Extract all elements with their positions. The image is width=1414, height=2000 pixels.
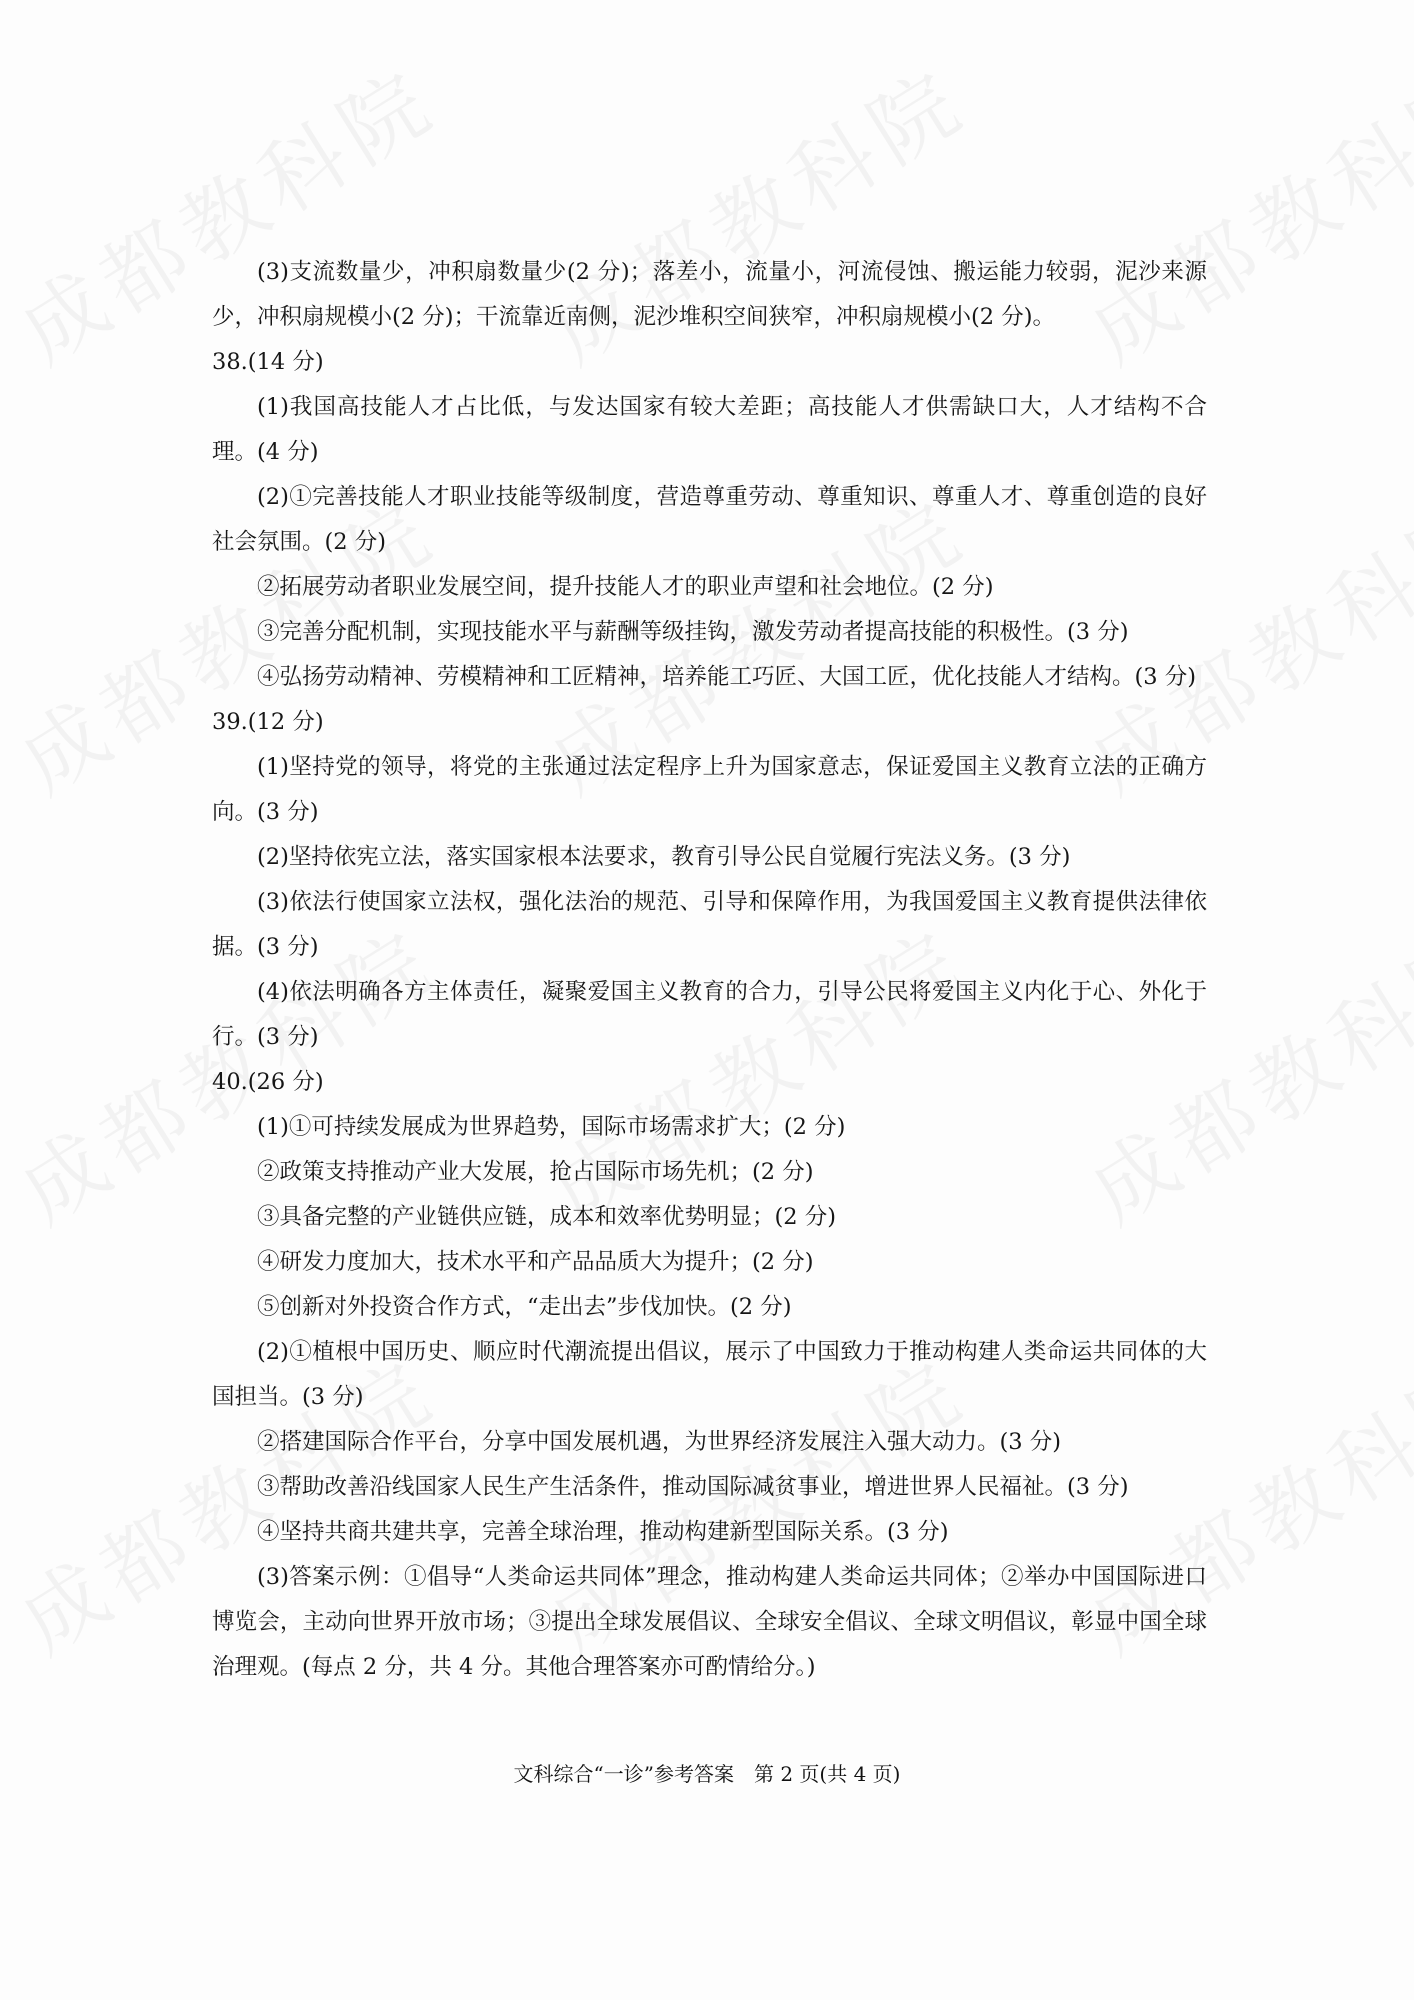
answer-paragraph: ④弘扬劳动精神、劳模精神和工匠精神，培养能工巧匠、大国工匠，优化技能人才结构。(3 分) — [257, 664, 1197, 690]
question-heading: 39.(12 分) — [212, 709, 324, 735]
answer-paragraph: (3)依法行使国家立法权，强化法治的规范、引导和保障作用，为我国爱国主义教育提供法律依据。(3 分) — [212, 889, 1207, 960]
answer-paragraph: (3)支流数量少，冲积扇数量少(2 分)；落差小，流量小，河流侵蚀、搬运能力较弱，泥沙来源少，冲积扇规模小(2 分)；干流靠近南侧，泥沙堆积空间狭窄，冲积扇规模小(2 分)。 — [212, 259, 1207, 330]
answer-paragraph: ③具备完整的产业链供应链，成本和效率优势明显；(2 分) — [257, 1204, 837, 1230]
question-heading: 38.(14 分) — [212, 349, 324, 375]
answer-paragraph: ⑤创新对外投资合作方式，“走出去”步伐加快。(2 分) — [257, 1294, 792, 1320]
answer-paragraph: (4)依法明确各方主体责任，凝聚爱国主义教育的合力，引导公民将爱国主义内化于心、外化于行。(3 分) — [212, 979, 1207, 1050]
page-footer: 文科综合“一诊”参考答案 第 2 页(共 4 页) — [513, 1762, 901, 1786]
answer-paragraph: ②拓展劳动者职业发展空间，提升技能人才的职业声望和社会地位。(2 分) — [257, 574, 994, 600]
answer-paragraph: ④研发力度加大，技术水平和产品品质大为提升；(2 分) — [257, 1249, 814, 1275]
question-heading: 40.(26 分) — [212, 1069, 324, 1095]
answer-paragraph: ②搭建国际合作平台，分享中国发展机遇，为世界经济发展注入强大动力。(3 分) — [257, 1429, 1062, 1455]
answer-paragraph: (2)①植根中国历史、顺应时代潮流提出倡议，展示了中国致力于推动构建人类命运共同体的大国担当。(3 分) — [212, 1339, 1207, 1410]
answer-paragraph: (1)坚持党的领导，将党的主张通过法定程序上升为国家意志，保证爱国主义教育立法的正确方向。(3 分) — [212, 754, 1207, 825]
answer-paragraph: ②政策支持推动产业大发展，抢占国际市场先机；(2 分) — [257, 1159, 814, 1185]
answer-body — [212, 250, 1207, 1690]
answer-paragraph: (2)①完善技能人才职业技能等级制度，营造尊重劳动、尊重知识、尊重人才、尊重创造的良好社会氛围。(2 分) — [212, 484, 1207, 555]
answer-paragraph: (1)①可持续发展成为世界趋势，国际市场需求扩大；(2 分) — [257, 1114, 846, 1140]
answer-paragraph: (2)坚持依宪立法，落实国家根本法要求，教育引导公民自觉履行宪法义务。(3 分) — [257, 844, 1071, 870]
answer-paragraph: ④坚持共商共建共享，完善全球治理，推动构建新型国际关系。(3 分) — [257, 1519, 949, 1545]
answer-paragraph: (1)我国高技能人才占比低，与发达国家有较大差距；高技能人才供需缺口大，人才结构不合理。(4 分) — [212, 394, 1207, 465]
answer-paragraph: ③完善分配机制，实现技能水平与薪酬等级挂钩，激发劳动者提高技能的积极性。(3 分) — [257, 619, 1129, 645]
answer-paragraph: (3)答案示例：①倡导“人类命运共同体”理念，推动构建人类命运共同体；②举办中国国际进口博览会，主动向世界开放市场；③提出全球发展倡议、全球安全倡议、全球文明倡议，彰显中国全球治理观。(每点 2 分，共 4 分。其他合理答案亦可酌情给分。) — [212, 1564, 1207, 1680]
answer-paragraph: ③帮助改善沿线国家人民生产生活条件，推动国际减贫事业，增进世界人民福祉。(3 分) — [257, 1474, 1129, 1500]
